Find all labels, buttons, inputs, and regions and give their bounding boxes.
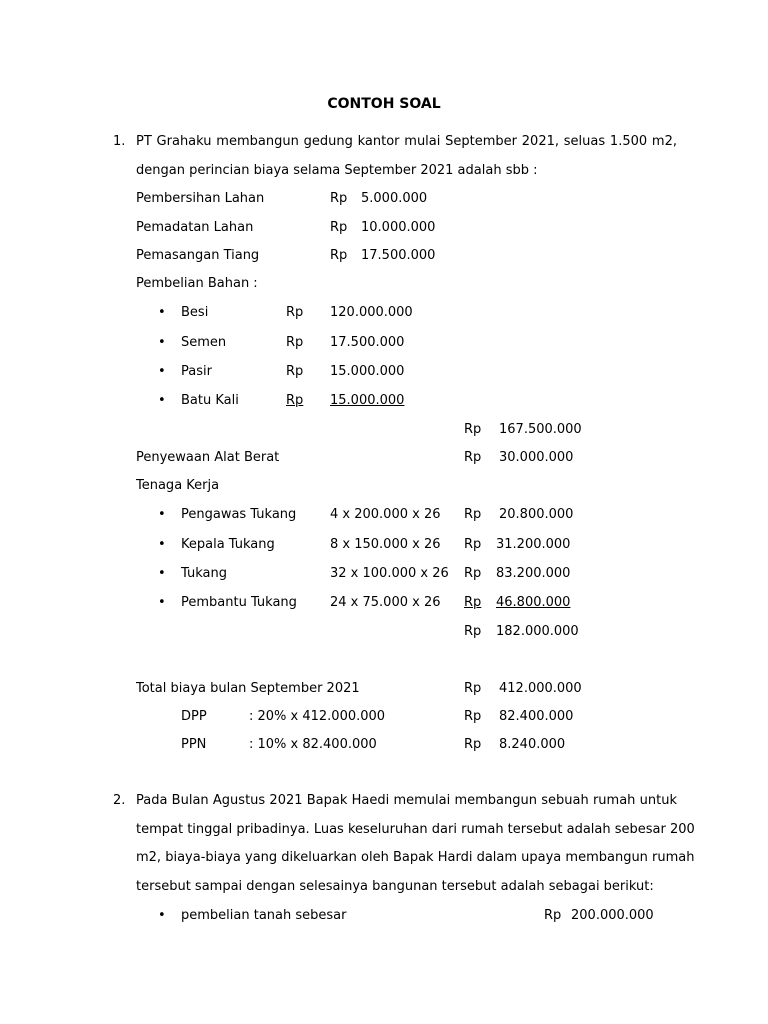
materials-total-rp: Rp	[464, 422, 482, 437]
total-amount: 412.000.000	[499, 681, 582, 696]
labor-total-amount: 182.000.000	[496, 624, 579, 639]
material-label: Besi	[181, 305, 209, 320]
dpp-calc: : 20% x 412.000.000	[249, 709, 386, 724]
ppn-rp: Rp	[464, 737, 482, 752]
cost-rp: Rp	[330, 220, 348, 235]
cost-rp: Rp	[330, 191, 348, 206]
total-rp: Rp	[464, 681, 482, 696]
equipment-amount: 30.000.000	[499, 450, 574, 465]
material-label: Batu Kali	[181, 393, 239, 408]
labor-rp: Rp	[464, 507, 482, 522]
ppn-label: PPN	[181, 737, 207, 752]
material-rp: Rp	[286, 305, 304, 320]
bullet-icon: •	[158, 537, 166, 552]
q1-number: 1.	[113, 134, 126, 149]
dpp-label: DPP	[181, 709, 207, 724]
labor-calc: 32 x 100.000 x 26	[330, 566, 449, 581]
materials-total-amount: 167.500.000	[499, 422, 582, 437]
bullet-icon: •	[158, 393, 166, 408]
labor-label: Pengawas Tukang	[181, 507, 297, 522]
dpp-amount: 82.400.000	[499, 709, 574, 724]
q2-number: 2.	[113, 793, 126, 808]
labor-calc: 4 x 200.000 x 26	[330, 507, 441, 522]
q2-line: Pada Bulan Agustus 2021 Bapak Haedi memulai membangun sebuah rumah untuk	[136, 793, 677, 808]
material-label: Semen	[181, 335, 227, 350]
bullet-icon: •	[158, 908, 166, 923]
labor-rp-underlined: Rp	[464, 595, 482, 610]
cost-amount: 5.000.000	[361, 191, 428, 206]
equipment-label: Penyewaan Alat Berat	[136, 450, 280, 465]
q2-item-rp: Rp	[544, 908, 562, 923]
ppn-calc: : 10% x 82.400.000	[249, 737, 377, 752]
bullet-icon: •	[158, 507, 166, 522]
q2-line: m2, biaya-biaya yang dikeluarkan oleh Bapak Hardi dalam upaya membangun rumah	[136, 850, 695, 865]
cost-label: Pembersihan Lahan	[136, 191, 265, 206]
material-rp: Rp	[286, 335, 304, 350]
material-amount: 17.500.000	[330, 335, 405, 350]
q2-item-label: pembelian tanah sebesar	[181, 908, 347, 923]
labor-amount: 20.800.000	[499, 507, 574, 522]
q2-item-amount: 200.000.000	[571, 908, 654, 923]
labor-label: Pembantu Tukang	[181, 595, 297, 610]
q2-last-line: tersebut sampai dengan selesainya bangunan tersebut adalah sebagai berikut:	[136, 879, 654, 894]
material-amount: 15.000.000	[330, 364, 405, 379]
ppn-amount: 8.240.000	[499, 737, 566, 752]
labor-amount: 31.200.000	[496, 537, 571, 552]
labor-amount-underlined: 46.800.000	[496, 595, 571, 610]
labor-calc: 8 x 150.000 x 26	[330, 537, 441, 552]
bullet-icon: •	[158, 595, 166, 610]
labor-label: Tukang	[181, 566, 227, 581]
cost-amount: 10.000.000	[361, 220, 436, 235]
material-label: Pasir	[181, 364, 212, 379]
cost-label: Pemasangan Tiang	[136, 248, 260, 263]
labor-label: Kepala Tukang	[181, 537, 275, 552]
material-rp-underlined: Rp	[286, 393, 304, 408]
bullet-icon: •	[158, 335, 166, 350]
equipment-rp: Rp	[464, 450, 482, 465]
cost-amount: 17.500.000	[361, 248, 436, 263]
labor-calc: 24 x 75.000 x 26	[330, 595, 441, 610]
bullet-icon: •	[158, 305, 166, 320]
cost-rp: Rp	[330, 248, 348, 263]
material-amount: 120.000.000	[330, 305, 413, 320]
labor-heading: Tenaga Kerja	[136, 478, 220, 493]
dpp-rp: Rp	[464, 709, 482, 724]
cost-label: Pemadatan Lahan	[136, 220, 254, 235]
total-label: Total biaya bulan September 2021	[136, 681, 360, 696]
bullet-icon: •	[158, 566, 166, 581]
materials-heading: Pembelian Bahan :	[136, 276, 258, 291]
q2-line: tempat tinggal pribadinya. Luas keseluruhan dari rumah tersebut adalah sebesar 200	[136, 822, 695, 837]
material-rp: Rp	[286, 364, 304, 379]
labor-total-rp: Rp	[464, 624, 482, 639]
bullet-icon: •	[158, 364, 166, 379]
material-amount-underlined: 15.000.000	[330, 393, 405, 408]
labor-amount: 83.200.000	[496, 566, 571, 581]
q1-intro-line1: PT Grahaku membangun gedung kantor mulai September 2021, seluas 1.500 m2,	[136, 134, 677, 149]
labor-rp: Rp	[464, 566, 482, 581]
q1-intro-line2: dengan perincian biaya selama September 2021 adalah sbb :	[136, 163, 538, 178]
page-title: CONTOH SOAL	[327, 96, 441, 112]
labor-rp: Rp	[464, 537, 482, 552]
